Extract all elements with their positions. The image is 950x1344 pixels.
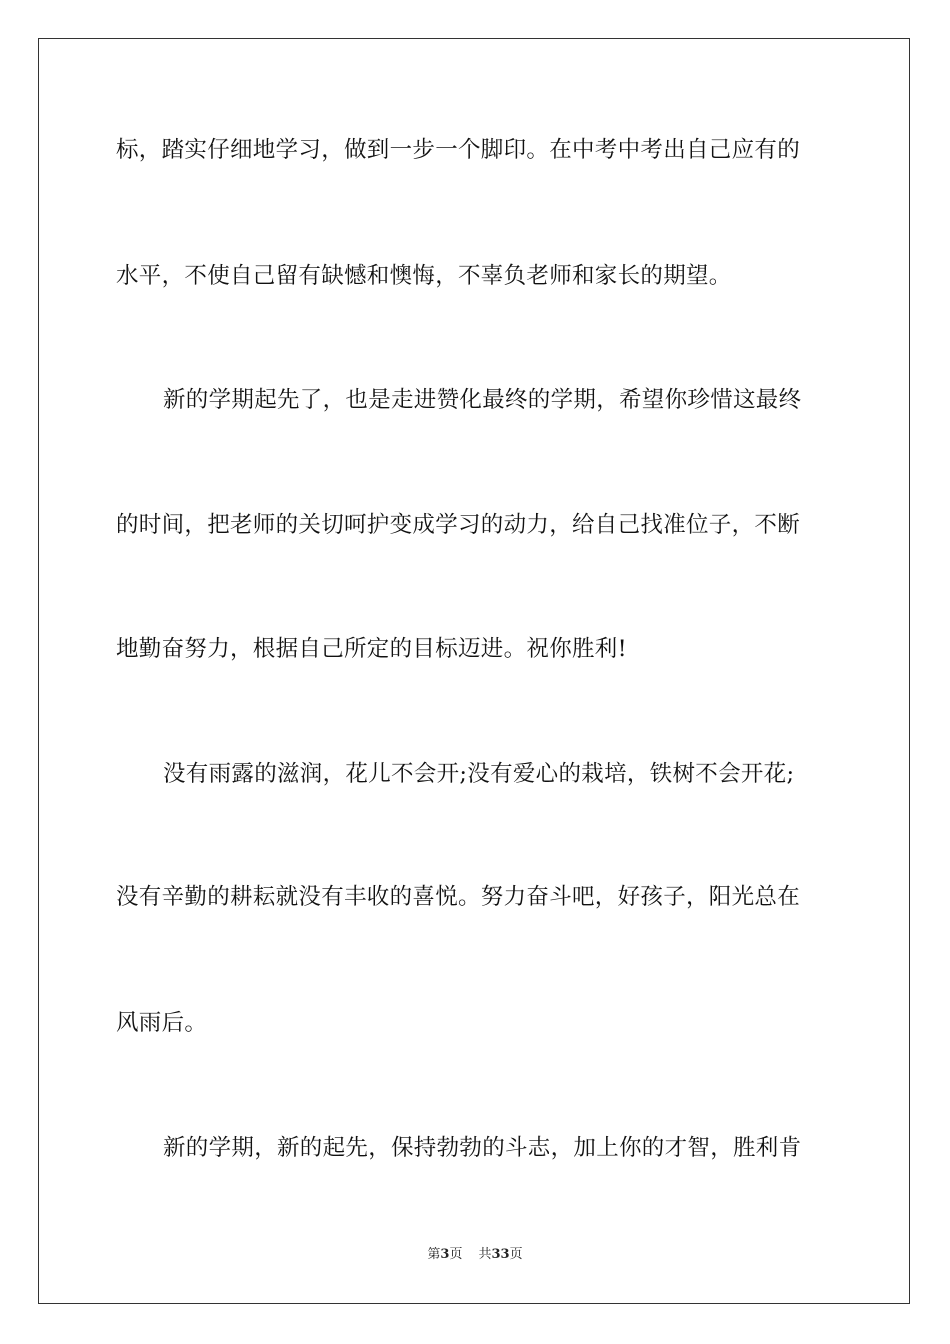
page-prefix: 第: [427, 1247, 441, 1262]
page-border: [38, 38, 910, 1304]
paragraph-first-line: 没有雨露的滋润，花儿不会开;没有爱心的栽培，铁树不会开花;: [163, 761, 795, 787]
paragraph-first-line: 新的学期起先了，也是走进赞化最终的学期，希望你珍惜这最终: [163, 387, 802, 413]
paragraph-first-line: 新的学期，新的起先，保持勃勃的斗志，加上你的才智，胜利肯: [163, 1135, 802, 1161]
text-line: 的时间，把老师的关切呵护变成学习的动力，给自己找准位子，不断: [116, 512, 801, 538]
text-line: 标，踏实仔细地学习，做到一步一个脚印。在中考中考出自己应有的: [116, 137, 801, 163]
total-prefix: 共: [478, 1247, 492, 1262]
total-suffix: 页: [509, 1247, 523, 1262]
page-suffix: 页: [449, 1247, 463, 1262]
text-line: 风雨后。: [116, 1010, 208, 1036]
total-pages: 33: [491, 1247, 510, 1262]
text-line: 地勤奋努力，根据自己所定的目标迈进。祝你胜利!: [116, 636, 627, 662]
text-line: 没有辛勤的耕耘就没有丰收的喜悦。努力奋斗吧，好孩子，阳光总在: [116, 884, 801, 910]
text-line: 水平，不使自己留有缺憾和懊悔，不辜负老师和家长的期望。: [116, 263, 732, 289]
page-footer: [0, 1246, 950, 1264]
page-number: 3: [440, 1247, 450, 1262]
